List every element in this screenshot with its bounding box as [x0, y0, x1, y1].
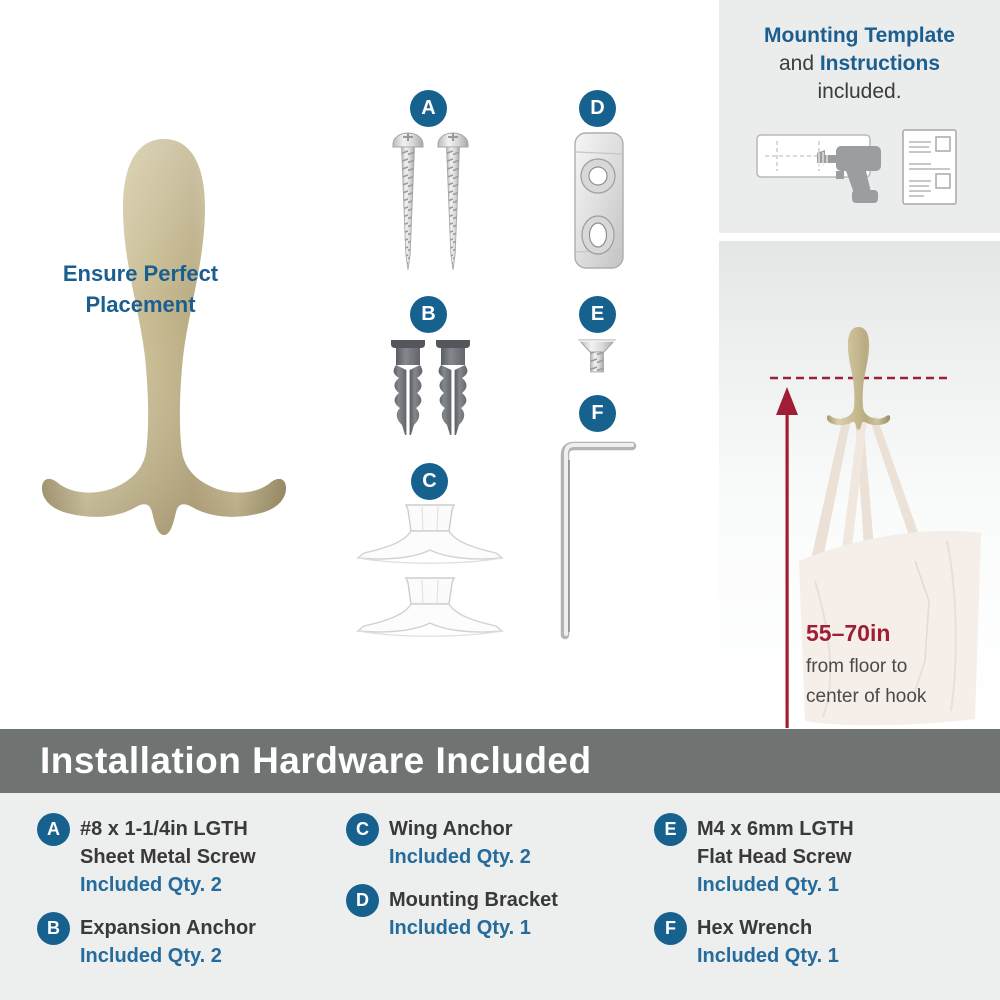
item-e-name-line2: Flat Head Screw [697, 846, 852, 868]
flat-head-screw-icon [579, 340, 615, 372]
diagram-badge-c: C [411, 463, 448, 500]
mounting-template-text [719, 22, 1000, 106]
item-a-name-line2: Sheet Metal Screw [80, 846, 256, 868]
height-range-value: 55–70in [806, 620, 891, 646]
height-arrow [776, 387, 798, 728]
item-c-name: Wing Anchor [389, 818, 513, 840]
instructions-line: and Instructions [778, 52, 941, 75]
diagram-badge-b: B [410, 296, 447, 333]
diagram-badge-f: F [579, 395, 616, 432]
list-badge-b: B [37, 912, 70, 945]
wall-hook-product-image [12, 112, 312, 582]
item-b-qty: Included Qty. 2 [80, 945, 222, 967]
mounting-bracket-icon [575, 133, 623, 268]
height-range-caption: from floor to center of hook [806, 656, 927, 707]
hardware-list-column-1 [37, 815, 256, 985]
hardware-list [0, 793, 1000, 1000]
item-c-qty: Included Qty. 2 [389, 846, 531, 868]
instructions-document-icon [903, 130, 956, 204]
sheet-metal-screw-icon [438, 133, 468, 270]
item-f-qty: Included Qty. 1 [697, 945, 839, 967]
placement-title: Ensure Perfect Placement [62, 261, 219, 317]
hardware-diagram-graphics [340, 80, 670, 680]
section-banner [0, 729, 1000, 793]
hex-wrench-icon [565, 445, 632, 635]
item-a-name-line1: #8 x 1-1/4in LGTH [80, 818, 248, 840]
mounting-template-panel [719, 0, 1000, 233]
item-d-name: Mounting Bracket [389, 889, 558, 911]
list-item-a [37, 815, 256, 899]
wing-anchor-icon [358, 505, 502, 563]
list-item-b [37, 914, 256, 970]
list-badge-e: E [654, 813, 687, 846]
list-badge-a: A [37, 813, 70, 846]
item-e-name-line1: M4 x 6mm LGTH [697, 818, 854, 840]
list-badge-f: F [654, 912, 687, 945]
expansion-anchor-icon [391, 340, 425, 435]
list-item-c [346, 815, 558, 871]
hardware-list-column-2 [346, 815, 558, 957]
list-item-d [346, 886, 558, 942]
item-b-name: Expansion Anchor [80, 917, 256, 939]
list-item-e [654, 815, 854, 899]
banner-title: Installation Hardware Included [40, 740, 592, 781]
list-item-f [654, 914, 854, 970]
diagram-badge-d: D [579, 90, 616, 127]
item-e-qty: Included Qty. 1 [697, 874, 839, 896]
expansion-anchor-icon [436, 340, 470, 435]
list-badge-c: C [346, 813, 379, 846]
hardware-list-column-3 [654, 815, 854, 985]
diagram-badge-a: A [410, 90, 447, 127]
item-f-name: Hex Wrench [697, 917, 813, 939]
item-a-qty: Included Qty. 2 [80, 874, 222, 896]
mounting-template-title: Mounting Template [764, 24, 955, 47]
wing-anchor-icon [358, 578, 502, 636]
sheet-metal-screw-icon [393, 133, 423, 270]
diagram-badge-e: E [579, 296, 616, 333]
list-badge-d: D [346, 884, 379, 917]
item-d-qty: Included Qty. 1 [389, 917, 531, 939]
included-line: included. [817, 80, 902, 103]
